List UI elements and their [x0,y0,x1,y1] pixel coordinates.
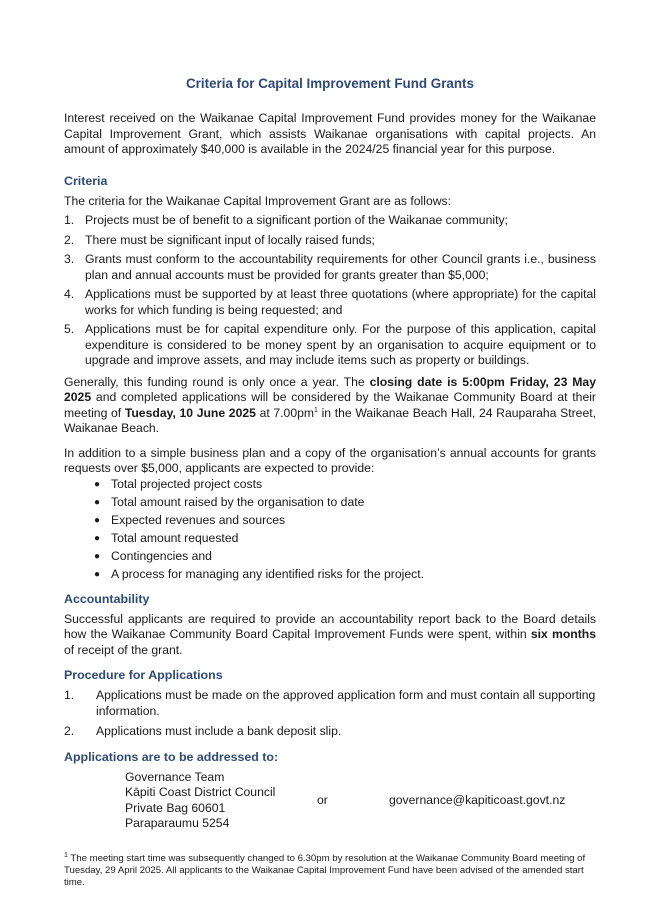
footnote-ref: 1 [314,406,318,414]
criteria-item-text: Projects must be of benefit to a significant portion of the Waikanae community; [85,213,508,227]
criteria-item-text: There must be significant input of locally raised funds; [85,232,375,247]
criteria-item [64,213,596,229]
list-item-text: Contingencies and [111,548,212,563]
footnote-marker: 1 [64,851,68,859]
procedure-item [64,724,596,740]
procedure-item-number: 2. [64,724,75,738]
footnote-text: The meeting start time was subsequently changed to 6.30pm by resolution at the Waikanae Community Board meeting of Tuesday, 29 April 2025. All applicants to the Waikanae Capital Improvement Fund have been advised of the amended start time. [64,853,586,888]
criteria-item-number: 2. [64,232,75,247]
criteria-item [64,252,596,283]
list-item-text: Expected revenues and sources [111,512,286,527]
list-item [94,531,596,546]
meeting-date: Tuesday, 10 June 2025 [124,405,256,420]
address-heading: Applications are to be addressed to: [64,749,279,764]
criteria-item-number: 3. [64,252,75,266]
list-item [94,513,596,528]
list-item [94,549,596,564]
procedure-item-number: 1. [64,688,75,702]
closing-text: in the Waikanae Beach Hall, 24 Rauparaha Street, Waikanae Beach. [64,405,597,435]
list-item [94,477,596,492]
criteria-list [64,213,596,369]
accountability-paragraph [64,612,596,659]
criteria-item [64,322,596,369]
closing-text: and completed applications will be considered by the Waikanae Community Board at their meeting of [64,390,596,420]
bullet-icon: ● [94,532,101,544]
intro-paragraph: Interest received on the Waikanae Capital Improvement Fund provides money for the Waikanae Capital Improvement Grant, which assists Waikanae organisations with capital projects. An amount of approximately $40,000 is available in the 2024/25 financial year for this purpose. [64,111,596,156]
closing-date: closing date is 5:00pm Friday, 23 May 2025 [64,374,596,404]
list-item-text: Total projected project costs [111,476,263,491]
footnote [64,853,598,888]
address-line: Kāpiti Coast District Council [125,785,276,799]
bullet-icon: ● [94,478,101,490]
address-line: Private Bag 60601 [125,800,226,815]
address-line: Paraparaumu 5254 [125,816,230,830]
criteria-item-number: 1. [64,213,75,227]
criteria-item-number: 5. [64,322,75,336]
procedure-heading: Procedure for Applications [64,668,223,682]
criteria-heading: Criteria [64,173,108,188]
criteria-item-number: 4. [64,287,75,301]
bullet-icon: ● [94,550,101,562]
business-plan-lead: In addition to a simple business plan and a copy of the organisation’s annual accounts for grants requests over $5,000, applicants are expected to provide: [64,445,596,475]
list-item [94,495,596,510]
criteria-item-text: Applications must be supported by at least three quotations (where appropriate) for the capital works for which funding is being requested; and [85,287,596,317]
closing-text: at 7.00pm [255,405,315,420]
criteria-lead: The criteria for the Waikanae Capital Improvement Grant are as follows: [64,193,452,208]
procedure-item-text: Applications must include a bank deposit slip. [96,724,342,738]
bullet-icon: ● [94,496,101,508]
bullet-icon: ● [94,568,101,580]
document-page [64,76,596,840]
closing-text: Generally, this funding round is only once a year. The [64,374,370,389]
address-line: Governance Team [125,769,225,784]
page-title: Criteria for Capital Improvement Fund Grants [186,76,474,91]
procedure-item-text: Applications must be made on the approved application form and must contain all supporting information. [96,688,596,718]
accountability-deadline: six months [530,627,596,641]
procedure-item [64,688,596,719]
criteria-item [64,287,596,318]
list-item-text: Total amount raised by the organisation to date [111,494,365,509]
requirements-list [64,477,596,582]
list-item-text: Total amount requested [111,530,239,545]
accountability-text: Successful applicants are required to provide an accountability report back to the Board details how the Waikanae Community Board Capital Improvement Funds were spent, within [64,611,596,641]
accountability-heading: Accountability [64,591,150,606]
address-block [64,770,596,840]
criteria-item [64,233,596,249]
postal-address [125,770,275,832]
criteria-item-text: Grants must conform to the accountability requirements for other Council grants i.e., business plan and annual accounts must be provided for grants greater than $5,000; [85,252,596,282]
procedure-list [64,688,596,740]
closing-date-paragraph [64,375,596,437]
bullet-icon: ● [94,514,101,526]
list-item [94,567,596,582]
list-item-text: A process for managing any identified risks for the project. [111,566,424,581]
criteria-item-text: Applications must be for capital expenditure only. For the purpose of this application, capital expenditure is considered to be money spent by an organisation to acquire equipment or to upgrade and improve assets, and may include items such as property or buildings. [85,322,596,367]
or-label: or [317,792,328,807]
email-address: governance@kapiticoast.govt.nz [389,792,566,807]
accountability-text: of receipt of the grant. [64,642,183,657]
